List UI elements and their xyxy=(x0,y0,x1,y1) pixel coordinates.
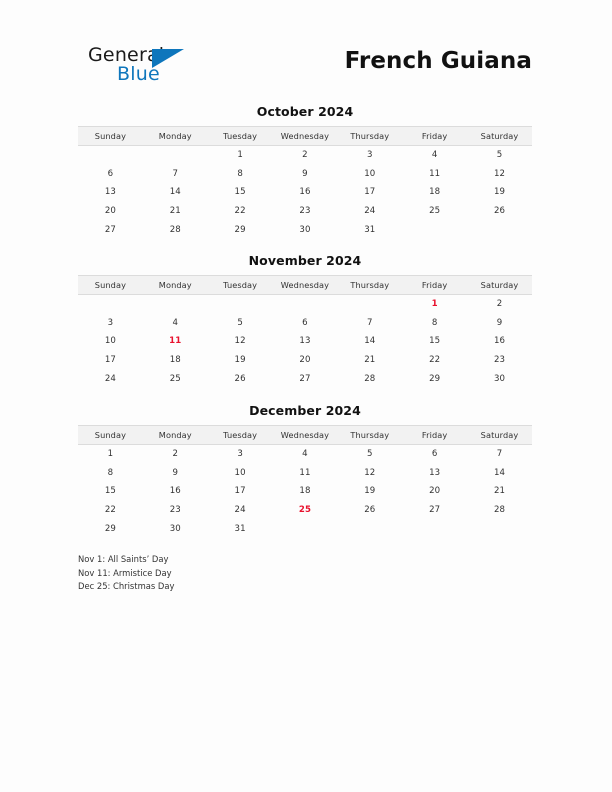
calendar-day-empty xyxy=(467,220,532,239)
weekday-header-sunday: Sunday xyxy=(78,426,143,445)
calendar-day[interactable]: 12 xyxy=(234,336,246,347)
weekday-header-row xyxy=(78,127,532,146)
calendar-week-row xyxy=(78,501,532,520)
calendar-day[interactable]: 17 xyxy=(104,355,116,366)
calendar-day[interactable]: 10 xyxy=(234,467,246,478)
weekday-header-monday: Monday xyxy=(143,276,208,295)
calendar-day[interactable]: 12 xyxy=(493,168,506,179)
calendar-day[interactable]: 14 xyxy=(364,336,376,347)
calendar-day[interactable]: 29 xyxy=(429,373,441,384)
calendar-week-row xyxy=(78,445,532,464)
holiday-note: Dec 25: Christmas Day xyxy=(78,581,175,592)
month-title: October 2024 xyxy=(256,104,354,119)
logo-text-blue: Blue xyxy=(117,63,160,85)
calendar-day[interactable]: 23 xyxy=(299,206,311,217)
calendar-week-row xyxy=(78,482,532,501)
month-title: November 2024 xyxy=(248,253,362,268)
weekday-header-wednesday: Wednesday xyxy=(273,426,338,445)
calendar-day[interactable]: 22 xyxy=(104,505,116,516)
calendar-day-empty xyxy=(337,295,402,314)
calendar-day[interactable]: 3 xyxy=(107,317,114,328)
month-block-october xyxy=(78,104,532,239)
general-blue-logo[interactable] xyxy=(88,44,268,90)
weekday-header-saturday: Saturday xyxy=(467,426,532,445)
weekday-header-wednesday: Wednesday xyxy=(273,276,338,295)
calendar-day[interactable]: 21 xyxy=(364,355,376,366)
holiday-notes-list xyxy=(78,553,378,594)
calendar-day[interactable]: 4 xyxy=(172,317,179,328)
calendar-day[interactable]: 3 xyxy=(367,150,373,161)
calendar-day-empty xyxy=(273,519,338,538)
calendar-day-empty xyxy=(402,519,467,538)
calendar-day[interactable]: 20 xyxy=(299,355,311,366)
calendar-day-holiday[interactable]: 25 xyxy=(298,505,312,516)
calendar-day[interactable]: 14 xyxy=(169,187,181,198)
calendar-day-empty xyxy=(402,220,467,239)
calendar-day[interactable]: 20 xyxy=(104,206,116,217)
calendar-week-row xyxy=(78,202,532,221)
calendar-day[interactable]: 31 xyxy=(364,224,376,235)
calendar-day[interactable]: 15 xyxy=(234,187,246,198)
calendar-day[interactable]: 5 xyxy=(237,317,243,328)
calendar-week-row xyxy=(78,351,532,370)
calendar-day[interactable]: 6 xyxy=(302,317,308,328)
calendar-day[interactable]: 8 xyxy=(107,467,114,478)
calendar-day[interactable]: 30 xyxy=(299,224,311,235)
calendar-day[interactable]: 21 xyxy=(493,486,506,497)
calendar-day[interactable]: 21 xyxy=(169,206,181,217)
calendar-day[interactable]: 31 xyxy=(234,523,246,534)
calendar-day[interactable]: 23 xyxy=(493,355,506,366)
weekday-header-tuesday: Tuesday xyxy=(208,276,273,295)
weekday-header-monday: Monday xyxy=(143,426,208,445)
calendar-day[interactable]: 26 xyxy=(493,206,506,217)
calendar-day[interactable]: 22 xyxy=(429,355,441,366)
calendar-day[interactable]: 13 xyxy=(104,187,116,198)
calendar-day-empty xyxy=(273,295,338,314)
calendar-day[interactable]: 24 xyxy=(234,505,246,516)
calendar-table-november xyxy=(78,275,532,388)
calendar-day[interactable]: 29 xyxy=(234,224,246,235)
calendar-day[interactable]: 16 xyxy=(169,486,181,497)
calendar-day[interactable]: 4 xyxy=(431,150,438,161)
calendar-day[interactable]: 18 xyxy=(429,187,441,198)
calendar-day[interactable]: 9 xyxy=(496,317,503,328)
calendar-day[interactable]: 18 xyxy=(299,486,311,497)
calendar-week-row xyxy=(78,165,532,184)
calendar-day[interactable]: 11 xyxy=(429,168,441,179)
calendar-day[interactable]: 6 xyxy=(107,168,114,179)
calendar-day[interactable]: 28 xyxy=(493,505,506,516)
calendar-day-empty xyxy=(467,519,532,538)
calendar-week-row xyxy=(78,314,532,333)
calendar-day[interactable]: 2 xyxy=(496,299,503,310)
calendar-day[interactable]: 11 xyxy=(299,467,311,478)
calendar-week-row xyxy=(78,295,532,314)
calendar-week-row xyxy=(78,220,532,239)
calendar-day[interactable]: 9 xyxy=(172,467,179,478)
month-block-november xyxy=(78,253,532,388)
calendar-day[interactable]: 16 xyxy=(493,336,506,347)
calendar-day[interactable]: 19 xyxy=(364,486,376,497)
calendar-day[interactable]: 15 xyxy=(429,336,441,347)
calendar-day[interactable]: 23 xyxy=(169,505,181,516)
calendar-day[interactable]: 2 xyxy=(172,449,179,460)
calendar-day-empty xyxy=(143,146,208,165)
weekday-header-friday: Friday xyxy=(402,426,467,445)
calendar-day-holiday[interactable]: 11 xyxy=(169,336,182,347)
weekday-header-monday: Monday xyxy=(143,127,208,146)
calendar-day[interactable]: 6 xyxy=(431,449,438,460)
weekday-header-friday: Friday xyxy=(402,276,467,295)
calendar-day[interactable]: 26 xyxy=(364,505,376,516)
calendar-week-row xyxy=(78,183,532,202)
weekday-header-row xyxy=(78,426,532,445)
month-block-december xyxy=(78,403,532,538)
calendar-day[interactable]: 1 xyxy=(237,150,243,161)
calendar-day[interactable]: 9 xyxy=(302,168,308,179)
weekday-header-row xyxy=(78,276,532,295)
calendar-day[interactable]: 5 xyxy=(367,449,373,460)
calendar-day[interactable]: 12 xyxy=(364,467,376,478)
weekday-header-wednesday: Wednesday xyxy=(273,127,338,146)
calendar-day[interactable]: 8 xyxy=(237,168,243,179)
calendar-day[interactable]: 24 xyxy=(364,206,376,217)
calendar-day[interactable]: 30 xyxy=(169,523,181,534)
calendar-day[interactable]: 7 xyxy=(496,449,503,460)
calendar-day-empty xyxy=(337,519,402,538)
calendar-day[interactable]: 17 xyxy=(364,187,376,198)
calendar-body xyxy=(78,445,532,538)
calendar-day[interactable]: 25 xyxy=(429,206,441,217)
calendar-day-empty xyxy=(78,295,143,314)
weekday-header-thursday: Thursday xyxy=(337,276,402,295)
calendar-day[interactable]: 13 xyxy=(299,336,311,347)
calendar-day[interactable]: 24 xyxy=(104,373,116,384)
calendar-week-row xyxy=(78,146,532,165)
holiday-note: Nov 11: Armistice Day xyxy=(78,567,172,578)
calendar-day[interactable]: 27 xyxy=(104,224,116,235)
weekday-header-thursday: Thursday xyxy=(337,127,402,146)
calendar-day-empty xyxy=(208,295,273,314)
calendar-day[interactable]: 8 xyxy=(431,317,438,328)
calendar-day[interactable]: 2 xyxy=(302,150,308,161)
calendar-day[interactable]: 5 xyxy=(496,150,503,161)
weekday-header-saturday: Saturday xyxy=(467,127,532,146)
weekday-header-tuesday: Tuesday xyxy=(208,127,273,146)
calendar-week-row xyxy=(78,332,532,351)
weekday-header-saturday: Saturday xyxy=(467,276,532,295)
calendar-day-holiday[interactable]: 1 xyxy=(431,299,438,310)
calendar-week-row xyxy=(78,464,532,483)
calendar-day[interactable]: 26 xyxy=(234,373,246,384)
calendar-day[interactable]: 25 xyxy=(169,373,181,384)
calendar-day[interactable]: 27 xyxy=(299,373,311,384)
calendar-day[interactable]: 20 xyxy=(429,486,441,497)
weekday-header-sunday: Sunday xyxy=(78,127,143,146)
calendar-body xyxy=(78,146,532,239)
calendar-day[interactable]: 28 xyxy=(169,224,181,235)
calendar-table-october xyxy=(78,126,532,239)
logo-text-general: General xyxy=(88,44,165,66)
calendar-day[interactable]: 16 xyxy=(299,187,311,198)
weekday-header-friday: Friday xyxy=(402,127,467,146)
weekday-header-sunday: Sunday xyxy=(78,276,143,295)
calendar-table-december xyxy=(78,425,532,538)
calendar-day[interactable]: 4 xyxy=(302,449,308,460)
calendar-day[interactable]: 18 xyxy=(169,355,181,366)
calendar-day[interactable]: 1 xyxy=(107,449,114,460)
calendar-week-row xyxy=(78,369,532,388)
calendar-day[interactable]: 10 xyxy=(104,336,116,347)
calendar-day-empty xyxy=(143,295,208,314)
calendar-day[interactable]: 19 xyxy=(493,187,506,198)
calendar-day[interactable]: 17 xyxy=(234,486,246,497)
weekday-header-thursday: Thursday xyxy=(337,426,402,445)
weekday-header-tuesday: Tuesday xyxy=(208,426,273,445)
calendar-day[interactable]: 7 xyxy=(367,317,373,328)
month-title: December 2024 xyxy=(249,403,361,418)
calendar-day[interactable]: 28 xyxy=(364,373,376,384)
calendar-day[interactable]: 13 xyxy=(429,467,441,478)
calendar-week-row xyxy=(78,519,532,538)
calendar-day[interactable]: 15 xyxy=(104,486,116,497)
calendar-day[interactable]: 14 xyxy=(493,467,506,478)
calendar-day[interactable]: 7 xyxy=(172,168,179,179)
calendar-day[interactable]: 30 xyxy=(493,373,506,384)
calendar-body xyxy=(78,295,532,388)
calendar-day[interactable]: 19 xyxy=(234,355,246,366)
page-title: French Guiana xyxy=(344,48,532,74)
holiday-note: Nov 1: All Saints’ Day xyxy=(78,554,169,564)
calendar-day[interactable]: 10 xyxy=(364,168,376,179)
calendar-day[interactable]: 3 xyxy=(237,449,243,460)
page-header xyxy=(78,40,532,92)
calendar-day[interactable]: 29 xyxy=(104,523,116,534)
calendar-day[interactable]: 22 xyxy=(234,206,246,217)
calendar-day[interactable]: 27 xyxy=(429,505,441,516)
calendar-day-empty xyxy=(78,146,143,165)
